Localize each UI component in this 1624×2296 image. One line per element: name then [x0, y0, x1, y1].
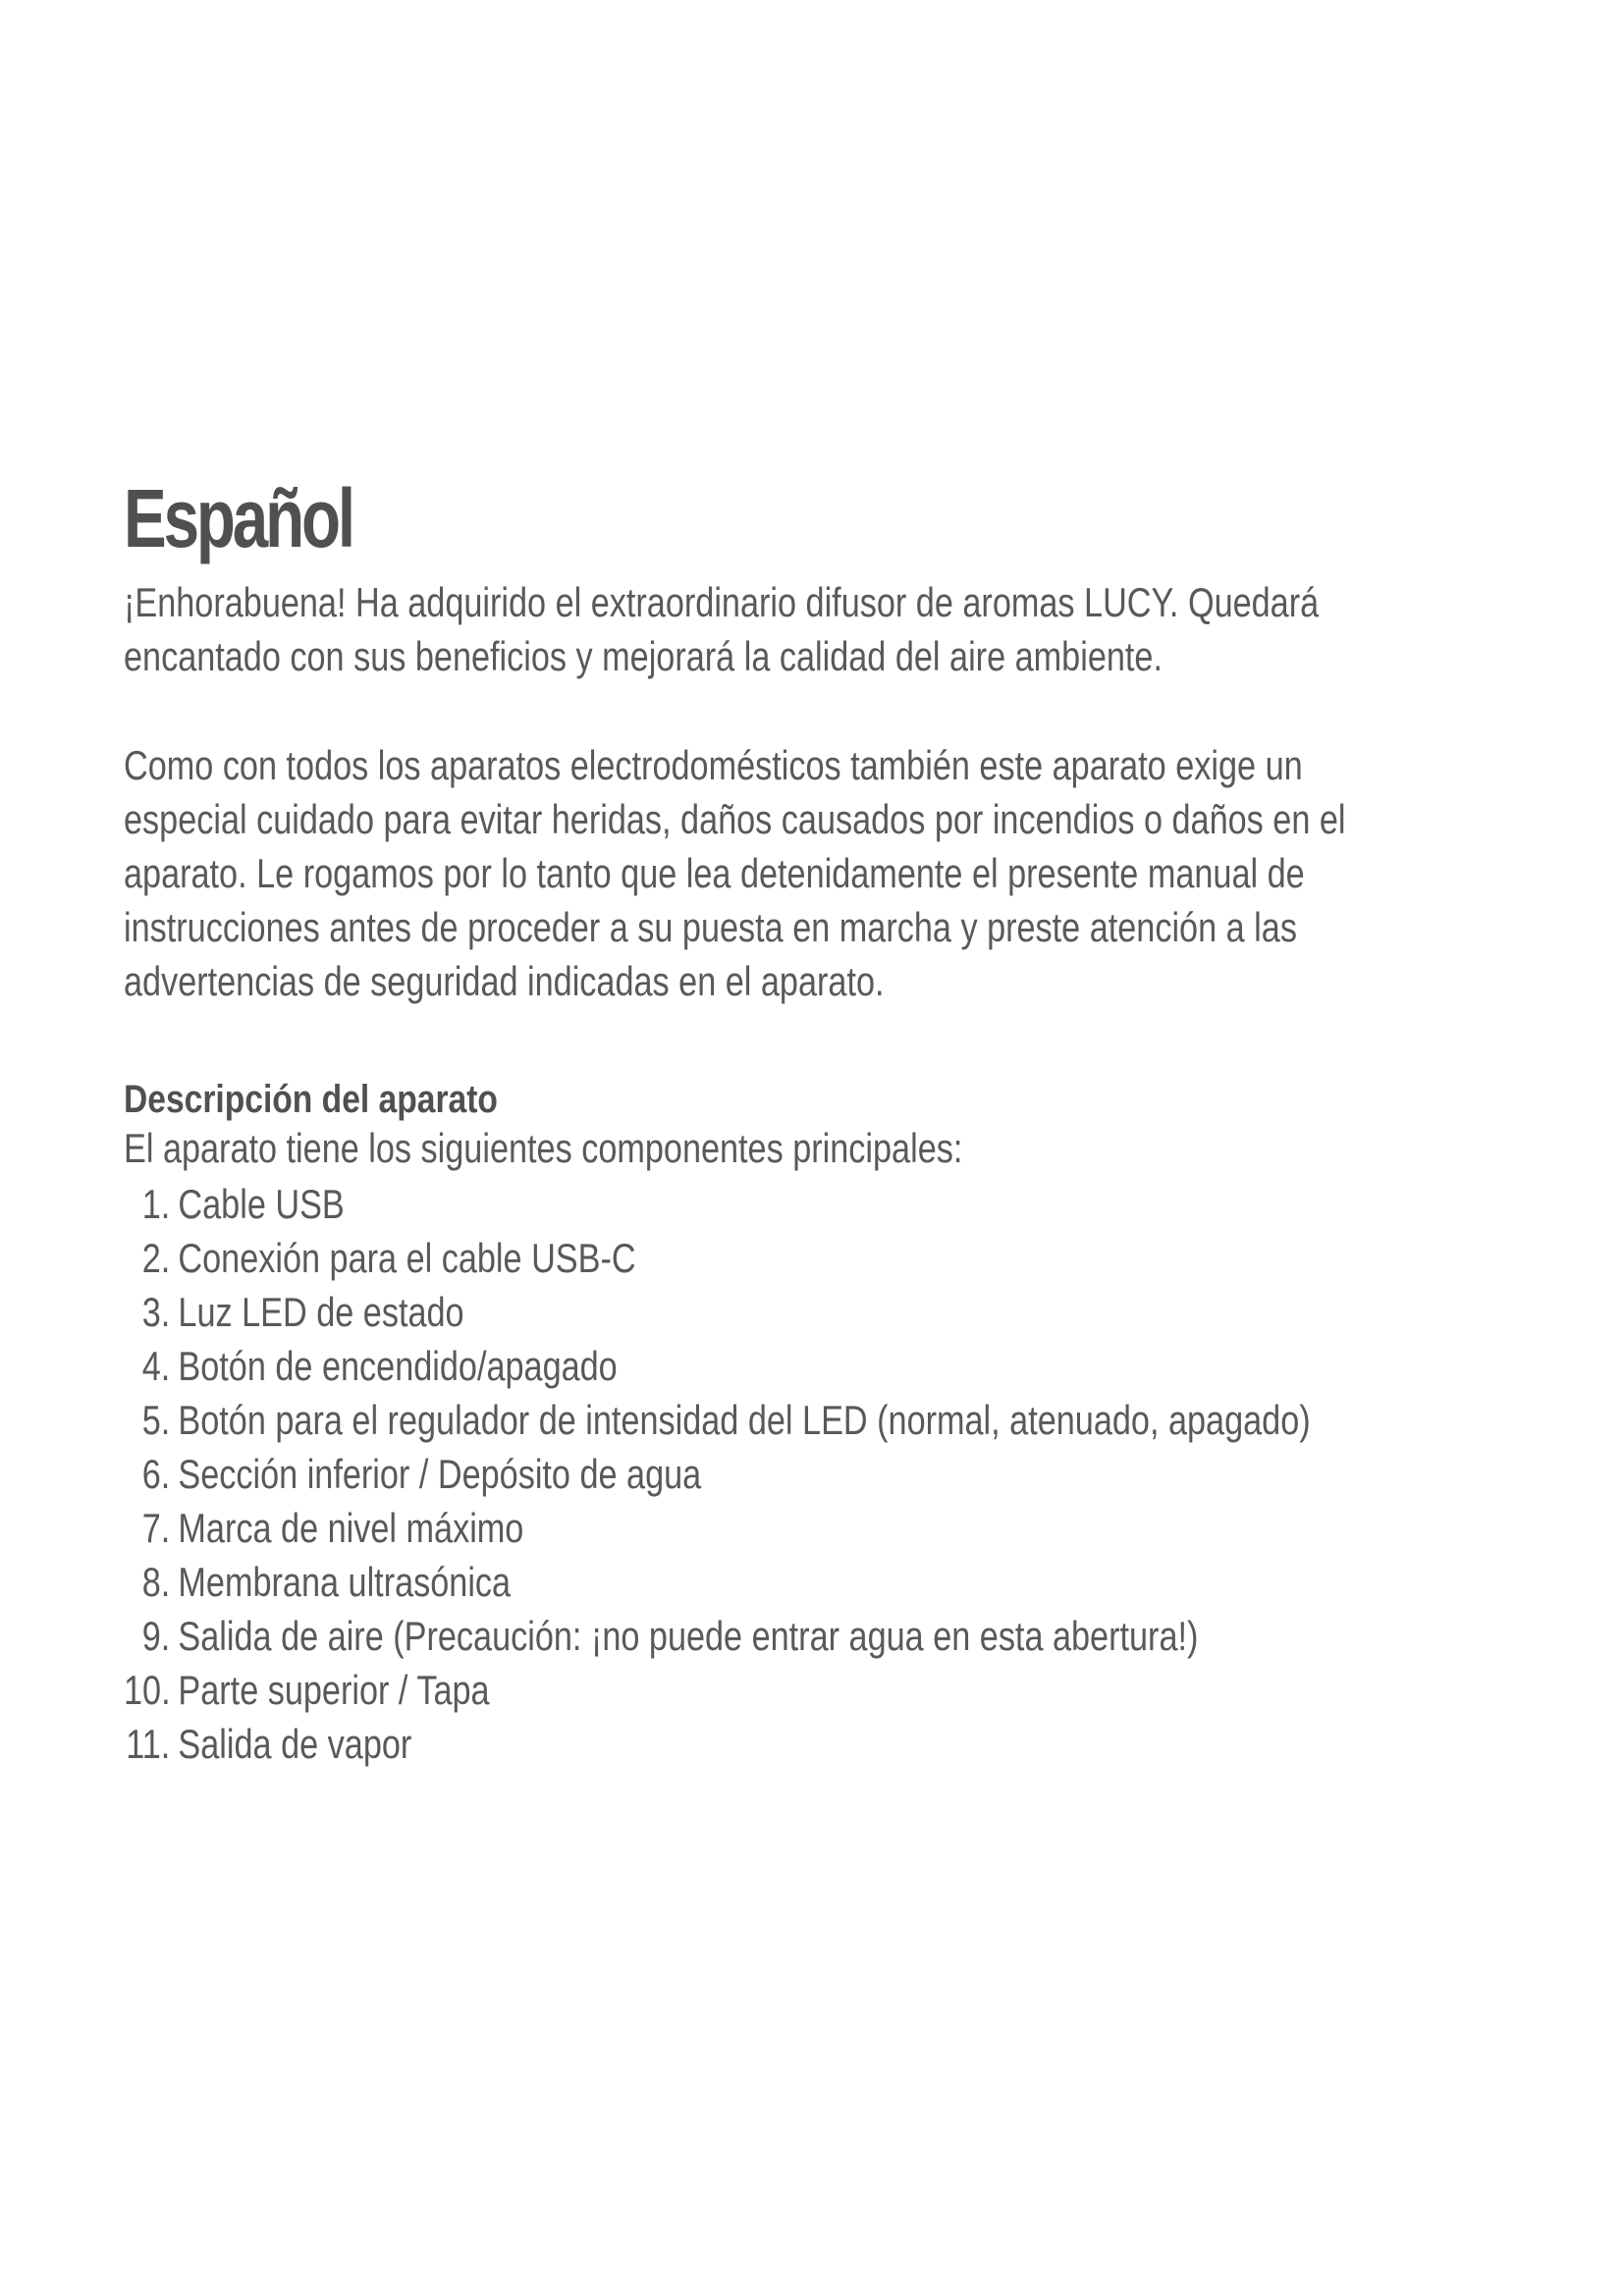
parts-list: [124, 1177, 1430, 1771]
list-item-text: Conexión para el cable USB-C: [178, 1235, 636, 1281]
list-item-text: Marca de nivel máximo: [178, 1505, 524, 1551]
list-item-number: 11.: [126, 1721, 171, 1767]
list-item-number: 10.: [124, 1667, 171, 1713]
list-item: [124, 1663, 1188, 1717]
list-item: [124, 1177, 1188, 1231]
list-item: [124, 1285, 1188, 1339]
list-item-text: Luz LED de estado: [178, 1289, 464, 1335]
list-item: [124, 1231, 1188, 1285]
manual-page: [124, 471, 1430, 1771]
intro-paragraph: ¡Enhorabuena! Ha adquirido el extraordinario difusor de aromas LUCY. Quedará encantado con sus beneficios y mejorará la calidad del aire ambiente.: [124, 579, 1320, 679]
list-item-number: 6.: [141, 1451, 171, 1497]
list-item-number: 1.: [141, 1181, 171, 1227]
safety-paragraph: Como con todos los aparatos electrodomésticos también este aparato exige un especial cuidado para evitar heridas, daños causados por incendios o daños en el aparato. Le rogamos por lo tanto que lea detenidamente el presente manual de instrucciones antes de proceder a su puesta en marcha y preste atención a las advertencias de seguridad indicadas en el aparato.: [124, 742, 1346, 1004]
list-item-number: 8.: [141, 1559, 171, 1605]
page-title: Español: [124, 472, 353, 564]
list-item-text: Botón para el regulador de intensidad del LED (normal, atenuado, apagado): [178, 1397, 1311, 1443]
list-item: [124, 1609, 1199, 1663]
list-item-text: Membrana ultrasónica: [178, 1559, 512, 1605]
list-item-number: 3.: [141, 1289, 171, 1335]
list-item: [124, 1555, 1188, 1609]
list-item-text: Cable USB: [178, 1181, 345, 1227]
list-item-text: Salida de aire (Precaución: ¡no puede entrar agua en esta abertura!): [178, 1613, 1199, 1659]
list-item-text: Sección inferior / Depósito de agua: [178, 1451, 702, 1497]
section-heading-description: Descripción del aparato: [124, 1078, 498, 1121]
list-item: [124, 1501, 1188, 1555]
list-item: [124, 1393, 1311, 1447]
list-item-number: 9.: [141, 1613, 171, 1659]
list-item-number: 7.: [141, 1505, 171, 1551]
section-intro: El aparato tiene los siguientes componentes principales:: [124, 1125, 963, 1171]
list-item-text: Botón de encendido/apagado: [178, 1343, 618, 1389]
list-item-number: 4.: [141, 1343, 171, 1389]
list-item: [124, 1447, 1188, 1501]
list-item: [124, 1717, 1188, 1771]
list-item-text: Parte superior / Tapa: [178, 1667, 490, 1713]
list-item-number: 2.: [141, 1235, 171, 1281]
list-item-text: Salida de vapor: [178, 1721, 412, 1767]
list-item: [124, 1339, 1188, 1393]
list-item-number: 5.: [141, 1397, 171, 1443]
